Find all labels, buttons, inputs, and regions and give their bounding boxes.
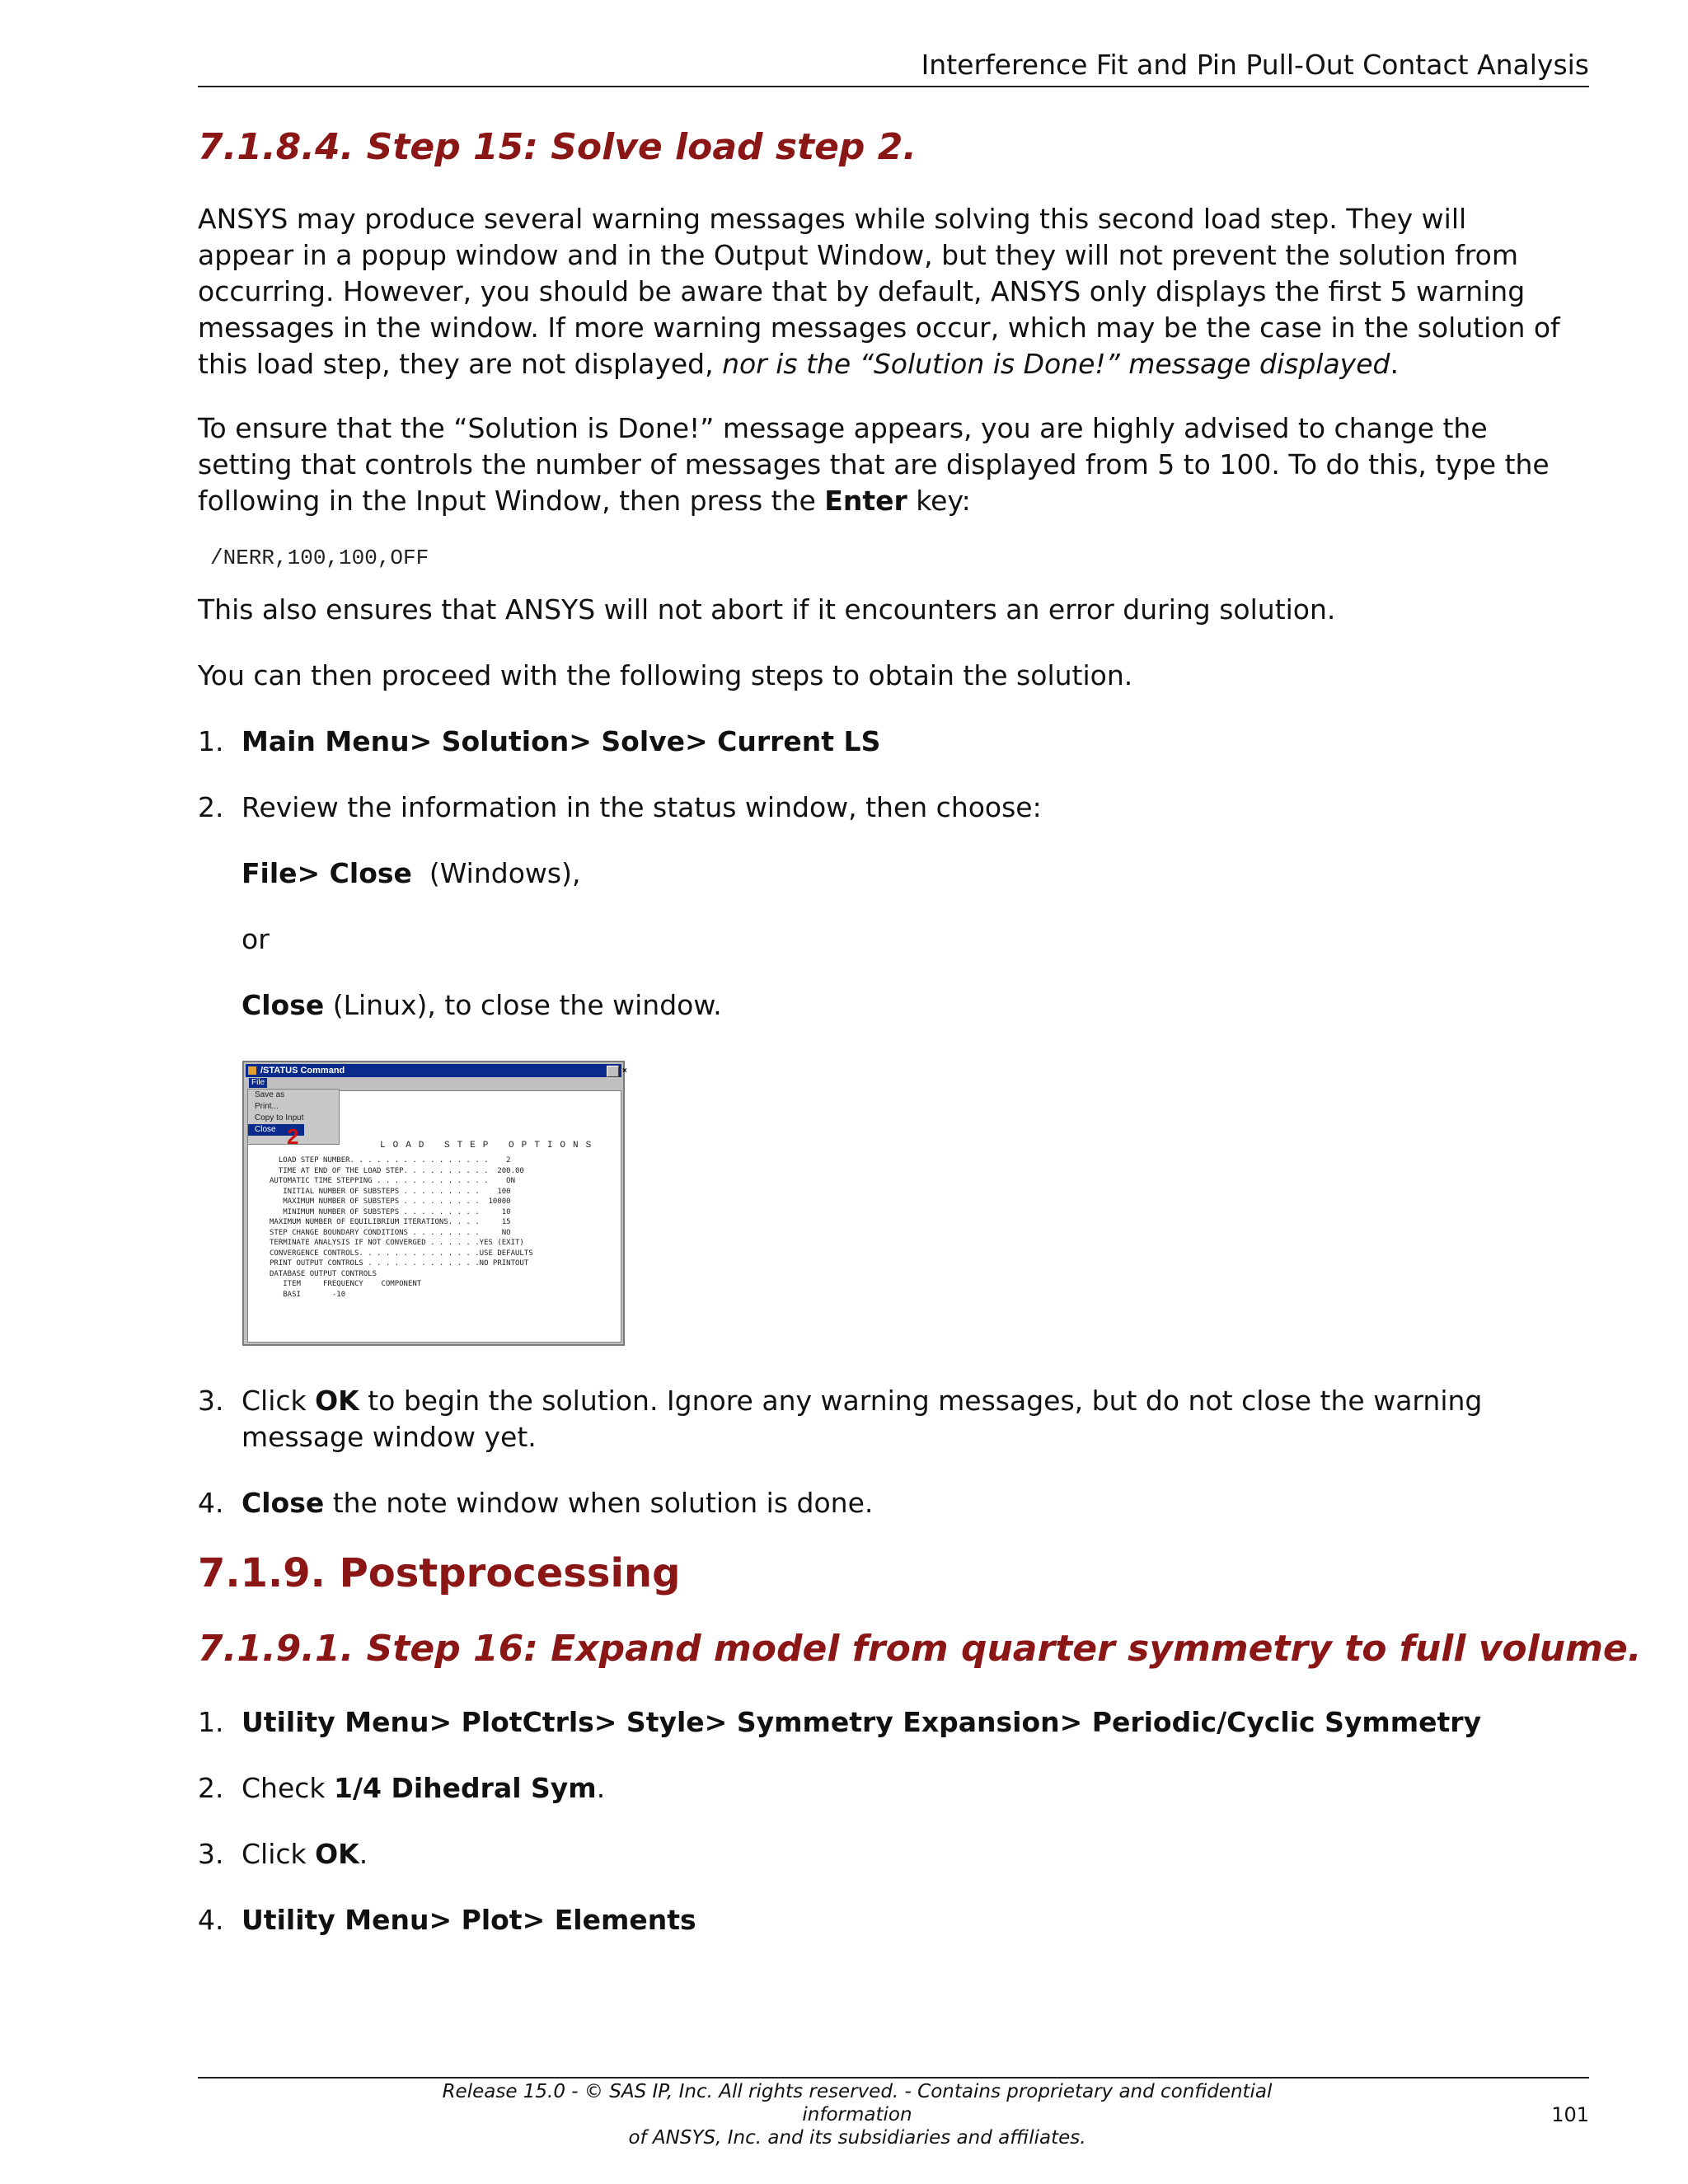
step-check-dihedral [241,1770,1560,1807]
file-close-path: File> Close [241,857,412,889]
step-text-post: the note window when solution is done. [324,1487,874,1519]
header-rule [198,86,1589,87]
footer-copyright [412,2080,1302,2149]
enter-key-label: Enter [824,485,907,517]
paragraph-warnings [198,201,1566,382]
section-title-719: 7.1.9. Postprocessing [198,1550,681,1596]
footer-rule [198,2077,1589,2079]
menu-path: Utility Menu> Plot> Elements [241,1904,696,1936]
step-text-pre: Click [241,1385,316,1417]
section-title-7191: 7.1.9.1. Step 16: Expand model from quarter symmetry to full volume. [198,1628,1642,1670]
callout-number: 2 [287,1124,299,1149]
step-number: 4. [198,1904,224,1936]
window-title: /STATUS Command [260,1066,345,1076]
paragraph-warnings-italic: nor is the “Solution is Done!” message displayed [722,348,1390,380]
code-block: /NERR,100,100,OFF [210,546,429,570]
paragraph-nerr [198,410,1566,519]
choice-linux [241,987,1560,1024]
paragraph-warnings-text: ANSYS may produce several warning messages while solving this second load step. They will appear in a popup window and in the Output Window, but they will not prevent the solution from occurring. However, you should be aware that by default, ANSYS only displays the first 5 warning messages in the window. If more warning messages occur, which may be the case in the solution of this load step, they are not displayed, [198,203,1560,380]
step-number: 1. [198,725,224,757]
step-text-post: . [359,1838,368,1870]
step-number: 3. [198,1838,224,1870]
footer-line-1: Release 15.0 - © SAS IP, Inc. All rights reserved. - Contains proprietary and confidential information [442,2081,1273,2125]
menu-item-copy-to-input: Copy to Input [255,1113,304,1122]
step-text-post: . [596,1772,606,1804]
footer-line-2: of ANSYS, Inc. and its subsidiaries and affiliates. [628,2127,1086,2149]
step-symmetry-path [241,1704,1560,1741]
close-label: Close [241,989,325,1021]
ok-label: OK [315,1385,359,1417]
menu-bar [246,1077,621,1089]
menu-item-close: Close [248,1124,304,1136]
step-plot-elements [241,1902,1560,1938]
step-click-ok-2 [241,1836,1560,1872]
paragraph-abort: This also ensures that ANSYS will not abort if it encounters an error during solution. [198,593,1336,626]
choice-windows [241,855,1560,892]
choice-windows-note: (Windows), [411,857,581,889]
step-number: 2. [198,1772,224,1804]
step-text-pre: Click [241,1838,316,1870]
ok-label: OK [315,1838,359,1870]
close-icon: × [607,1066,619,1077]
step-close-note [241,1485,1560,1521]
step-text-pre: Check [241,1772,335,1804]
app-icon [248,1066,256,1075]
menu-path: Utility Menu> PlotCtrls> Style> Symmetry Expansion> Periodic/Cyclic Symmetry [241,1706,1482,1738]
menu-path: Main Menu> Solution> Solve> Current LS [241,725,881,757]
paragraph-warnings-end: . [1390,348,1399,380]
window-title-bar [246,1064,627,1077]
file-menu: File [249,1078,267,1088]
load-step-options-heading: LOAD STEP OPTIONS [380,1141,599,1151]
paragraph-nerr-end: key: [907,485,971,517]
menu-item-save-as: Save as [255,1090,285,1099]
dihedral-sym-label: 1/4 Dihedral Sym [334,1772,597,1804]
step-click-ok [241,1383,1560,1455]
close-label: Close [241,1487,325,1519]
status-listing: LOAD STEP NUMBER. . . . . . . . . . . . . . . . 2 TIME AT END OF THE LOAD STEP. . . . . . . . . . 200.00 AUTOMATIC TIME STEPPING . . . . . . . . . . . . . ON INITIAL NUMBER OF SUBSTEPS . . . . . . . . . 100 MAXIMUM NUMBER OF SUBSTEPS . . . . . . . . . 10000 MINIMUM NUMBER OF SUBSTEPS . . . . . . . . . 10 MAXIMUM NUMBER OF EQUILIBRIUM ITERATIONS. . . . 15 STEP CHANGE BOUNDARY CONDITIONS . . . . . . . . NO TERMINATE ANALYSIS IF NOT CONVERGED . . . . . .YES (EXIT) CONVERGENCE CONTROLS. . . . . . . . . . . . . .USE DEFAULTS PRINT OUTPUT CONTROLS . . . . . . . . . . . . .NO PRINTOUT DATABASE OUTPUT CONTROLS ITEM FREQUENCY COMPONENT BASI -10 [270,1156,533,1299]
choice-or: or [241,923,270,955]
choice-linux-note: (Linux), to close the window. [324,989,722,1021]
step-number: 1. [198,1706,224,1738]
paragraph-nerr-text: To ensure that the “Solution is Done!” message appears, you are highly advised to change the setting that controls the number of messages that are displayed from 5 to 100. To do this, type the following in the Input Window, then press the [198,412,1550,517]
step-number: 4. [198,1487,224,1519]
section-title-7184: 7.1.8.4. Step 15: Solve load step 2. [198,126,917,168]
running-header: Interference Fit and Pin Pull-Out Contact Analysis [921,49,1589,81]
step-solve-path [241,724,1560,760]
step-review: Review the information in the status window, then choose: [241,791,1042,823]
step-number: 3. [198,1385,224,1417]
step-number: 2. [198,791,224,823]
status-command-screenshot [242,1061,625,1346]
menu-item-print: Print... [255,1102,279,1111]
paragraph-proceed: You can then proceed with the following steps to obtain the solution. [198,659,1133,691]
step-text-post: to begin the solution. Ignore any warning messages, but do not close the warning message window yet. [241,1385,1483,1453]
page-number: 101 [1551,2103,1589,2126]
